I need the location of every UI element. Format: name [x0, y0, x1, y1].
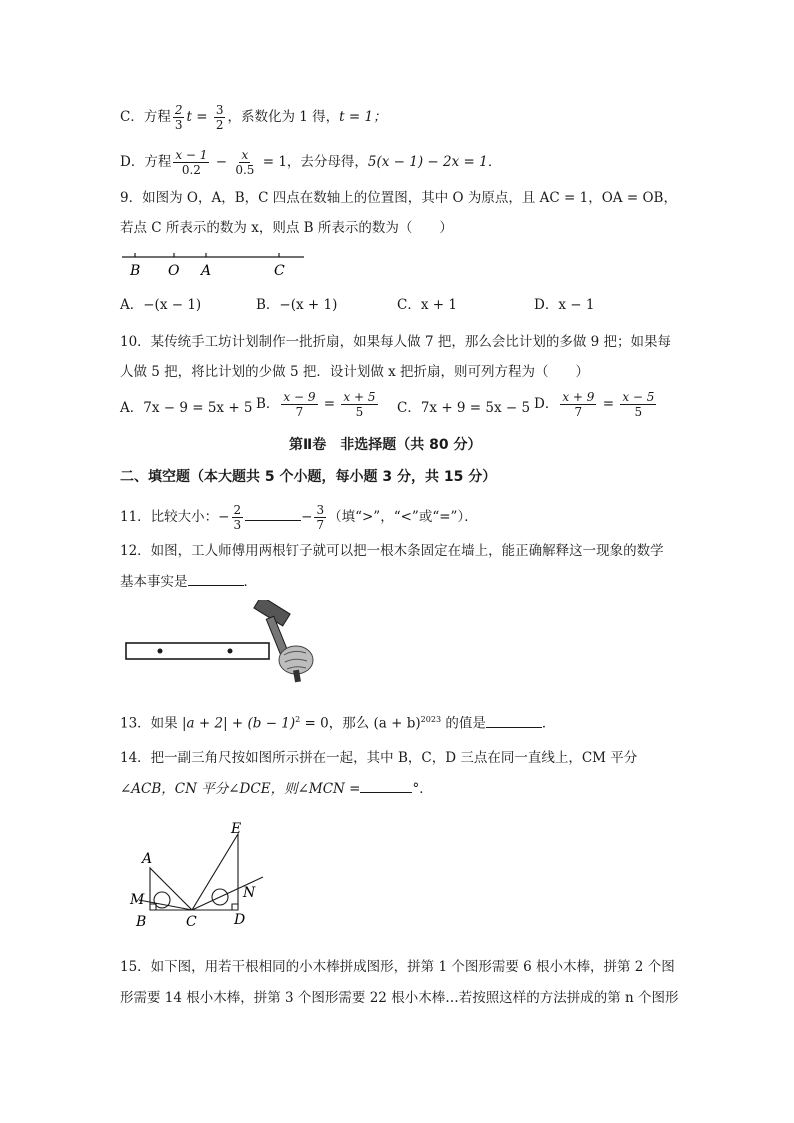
part-2-title: 第Ⅱ卷 非选择题（共 80 分）: [289, 437, 482, 453]
hammer-icon: [254, 600, 313, 682]
q9-option-d: D．x − 1: [534, 297, 595, 313]
q14-degree: °．: [412, 781, 433, 797]
q13-abs-expr: |a + 2| + (b − 1): [181, 715, 296, 732]
label-c: C: [186, 914, 197, 930]
q8d-f2-den: 0.5: [235, 163, 255, 177]
q10-option-b: [256, 390, 380, 419]
nail-1: [158, 649, 163, 654]
q10-option-d: [534, 390, 658, 419]
q8d-minus: −: [211, 154, 232, 170]
q11-fraction-1: [232, 503, 244, 532]
q10-option-c: C．7x + 9 = 5x − 5: [397, 400, 531, 416]
q13: [120, 710, 555, 734]
q10d-lhs-num: x + 9: [562, 390, 595, 404]
q10d-rhs-num: x − 5: [622, 390, 655, 404]
axis-label-c: C: [274, 263, 285, 279]
q12-line-2-text: 基本事实是: [120, 574, 188, 590]
q10b-lhs-den: 7: [295, 405, 304, 419]
q8c-eq: =: [191, 109, 212, 125]
number-line-figure: [118, 250, 308, 282]
q8c-tail: ，系数化为 1 得，: [227, 109, 340, 125]
q11: [120, 503, 478, 532]
wood-strip: [126, 643, 269, 659]
q13-exponent: 2023: [420, 715, 442, 724]
q8d-fraction-2: [233, 148, 256, 177]
q13-pre: 13．如果: [120, 715, 182, 732]
label-a: A: [142, 851, 153, 867]
q11-tail: （填“>”，“<”或“=”）．: [328, 509, 478, 525]
q8-option-c: [120, 103, 387, 132]
q11-f2-den: 7: [316, 518, 325, 532]
q8d-f1-den: 0.2: [181, 163, 201, 177]
q10b-rhs-num: x + 5: [343, 390, 376, 404]
q14-answer-blank[interactable]: [360, 778, 412, 793]
q10-line-2: 人做 5 把，将比计划的少做 5 把．设计划做 x 把折扇，则可列方程为（ ）: [120, 364, 590, 380]
q13-answer-blank[interactable]: [486, 713, 542, 728]
q9-option-a: A．−(x − 1): [120, 297, 202, 313]
q14-line-2-text: ∠ACB，CN 平分∠DCE，则∠MCN =: [120, 781, 361, 797]
q10b-rhs-den: 5: [355, 405, 364, 419]
q12-period: ．: [243, 574, 257, 590]
section-2-title: 二、填空题（本大题共 5 个小题，每小题 3 分，共 15 分）: [120, 469, 497, 485]
q10d-rhs: [620, 390, 656, 419]
axis-label-o: O: [168, 263, 180, 279]
q10b-label: B．: [256, 396, 280, 412]
q8c-f1-num: 2: [174, 103, 183, 117]
q13-square: 2: [295, 715, 301, 724]
q9-option-c: C．x + 1: [397, 297, 457, 313]
q11-f1-num: 2: [233, 503, 242, 517]
q10-option-a: A．7x − 9 = 5x + 5: [120, 400, 253, 416]
label-e: E: [231, 821, 242, 837]
q8c-f2-den: 2: [215, 118, 224, 132]
q12-line-2: [120, 571, 257, 592]
q12-line-1: 12．如图，工人师傅用两根钉子就可以把一根木条固定在墙上，能正确解释这一现象的数学: [120, 543, 664, 559]
q10b-rhs: [341, 390, 377, 419]
label-b: B: [136, 914, 147, 930]
label-m: M: [130, 892, 145, 908]
q8c-f2-num: 3: [215, 103, 224, 117]
q15-line-2: 形需要 14 根小木棒，拼第 3 个图形需要 22 根小木棒…若按照这样的方法拼成的第 n 个图形: [120, 990, 679, 1006]
q10-line-1: 10．某传统手工坊计划制作一批折扇，如果每人做 7 把，那么会比计划的多做 9 把；如果每: [120, 334, 672, 350]
q10d-eq: =: [598, 396, 619, 412]
axis-label-b: B: [130, 263, 141, 279]
q10b-lhs-num: x − 9: [283, 390, 316, 404]
q8d-f1-num: x − 1: [175, 148, 208, 162]
triangle-cde: [192, 834, 238, 910]
q13-mid: = 0，那么 (a + b): [300, 715, 421, 732]
q12-answer-blank[interactable]: [188, 571, 244, 586]
hammer-board-figure: [122, 600, 322, 690]
q14-line-2: [120, 778, 433, 799]
q9-line-2: 若点 C 所表示的数为 x，则点 B 所表示的数为（ ）: [120, 220, 453, 236]
q11-answer-blank[interactable]: [245, 506, 301, 521]
q15-line-1: 15．如下图，用若干根相同的小木棒拼成图形，拼第 1 个图形需要 6 根小木棒，拼第 2 个图: [120, 959, 675, 975]
q8c-fraction-2: [214, 103, 226, 132]
q10d-label: D．: [534, 396, 559, 412]
q11-minus: −: [301, 509, 313, 525]
right-angle-d: [232, 904, 238, 910]
q8c-label: C．方程: [120, 109, 171, 125]
q8c-fraction-1: [173, 103, 185, 132]
q10b-lhs: [281, 390, 317, 419]
q8d-label: D．方程: [120, 154, 172, 170]
q8c-var: t: [186, 109, 192, 125]
q11-label: 11．比较大小：−: [120, 509, 230, 525]
q8-option-d: [120, 148, 501, 177]
q10d-lhs-den: 7: [574, 405, 583, 419]
label-d: D: [234, 912, 246, 928]
q8d-f2-num: x: [241, 148, 249, 162]
q13-post: 的值是: [441, 715, 486, 732]
q8d-fraction-1: [173, 148, 209, 177]
set-square-figure: [128, 818, 273, 930]
q8d-eq: = 1，去分母得，: [258, 154, 368, 170]
q10d-rhs-den: 5: [634, 405, 643, 419]
q14-line-1: 14．把一副三角尺按如图所示拼在一起，其中 B，C，D 三点在同一直线上，CM 平分: [120, 750, 638, 766]
q13-period: ．: [541, 715, 556, 732]
q11-f2-num: 3: [316, 503, 325, 517]
q11-f1-den: 3: [233, 518, 242, 532]
axis-label-a: A: [201, 263, 212, 279]
q8c-result: t = 1；: [339, 109, 387, 125]
q9-line-1: 9．如图为 O，A，B，C 四点在数轴上的位置图，其中 O 为原点，且 AC = 1，OA = OB，: [120, 190, 677, 206]
label-n: N: [243, 885, 256, 901]
q11-fraction-2: [314, 503, 326, 532]
q10b-eq: =: [319, 396, 340, 412]
nail-2: [228, 649, 233, 654]
q8c-f1-den: 3: [174, 118, 183, 132]
q9-option-b: B．−(x + 1): [256, 297, 338, 313]
q8d-result: 5(x − 1) − 2x = 1．: [367, 154, 502, 170]
q10d-lhs: [560, 390, 596, 419]
